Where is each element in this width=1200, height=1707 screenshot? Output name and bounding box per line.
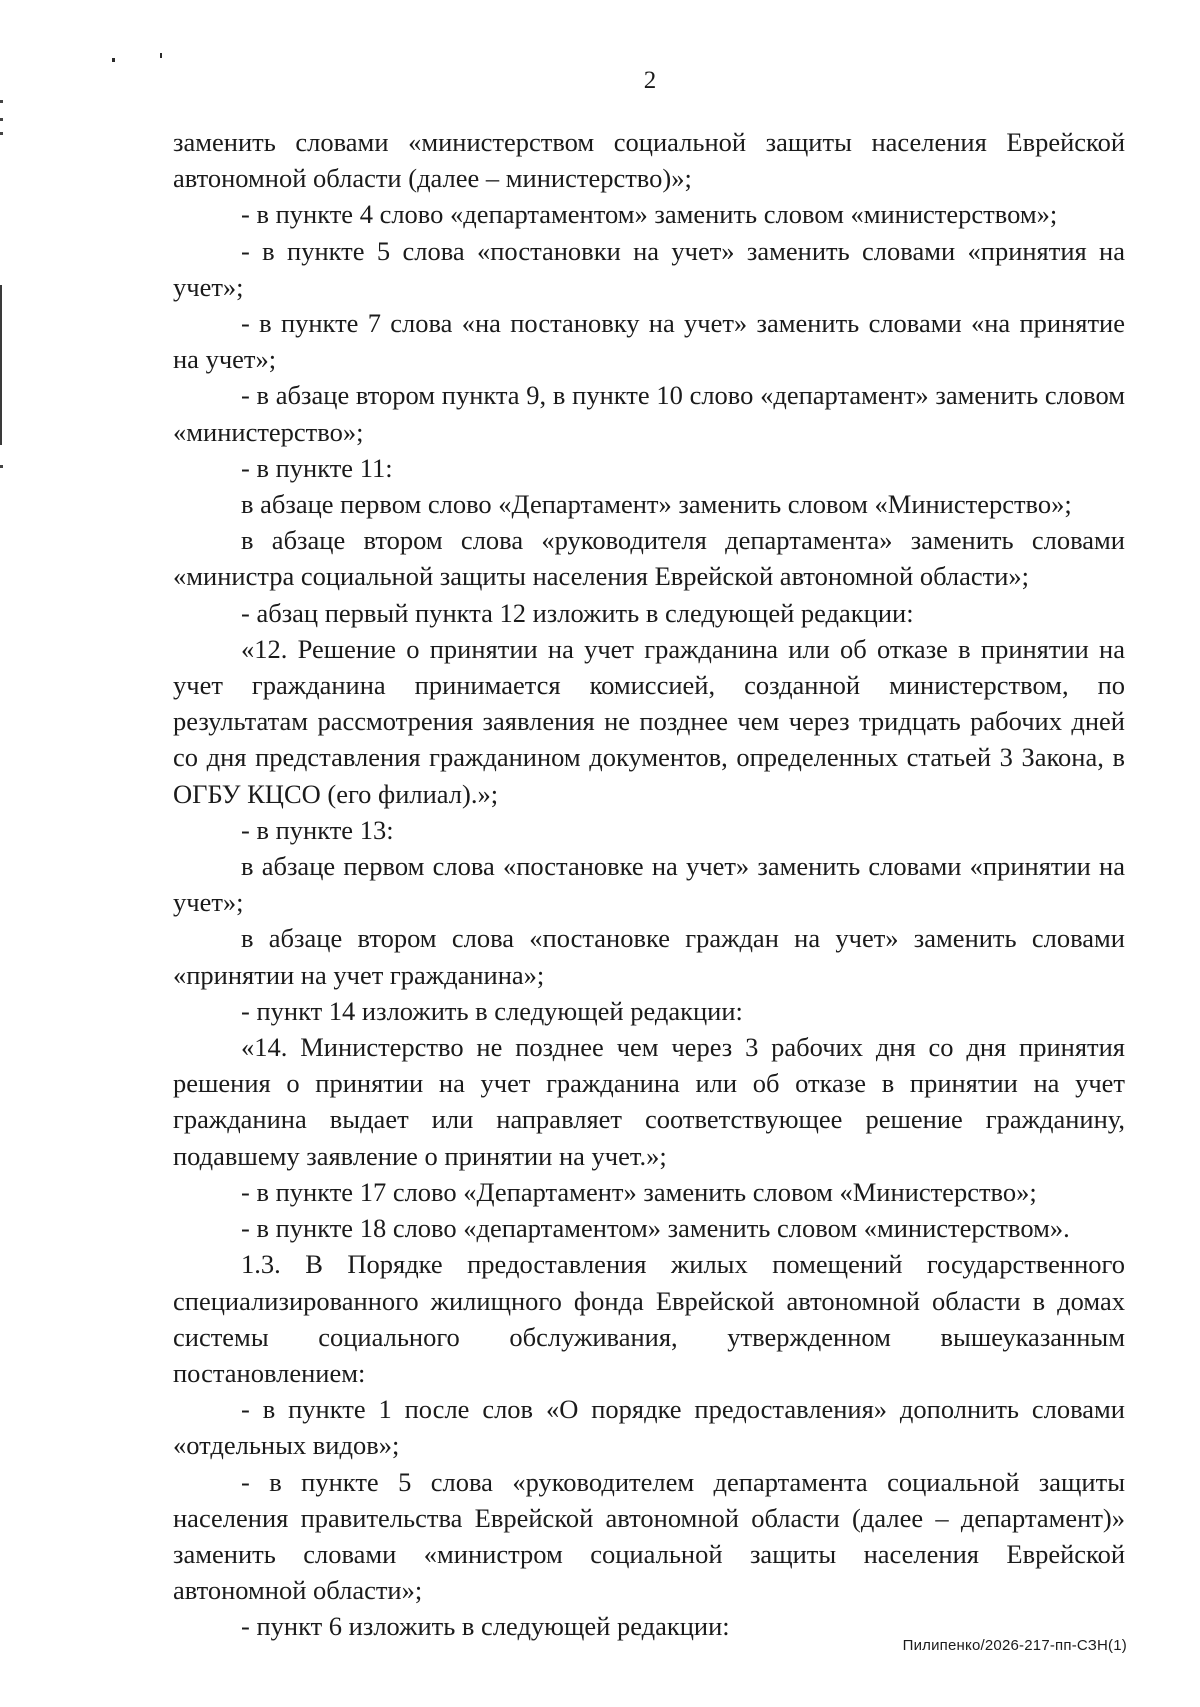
paragraph: заменить словами «министерством социальной защиты населения Еврейской автономной области (далее – министерство)»; (173, 127, 1125, 194)
document-code: Пилипенко/2026-217-пп-СЗН(1) (902, 1637, 1127, 1654)
paragraph: - в пункте 5 слова «постановки на учет» заменить словами «принятия на учет»; (173, 235, 1125, 302)
scan-binding-edge (0, 285, 2, 445)
scan-artifact-dot (160, 53, 162, 58)
paragraph: - в абзаце втором пункта 9, в пункте 10 слово «департамент» заменить словом «министерство»; (173, 380, 1125, 447)
paragraph: в абзаце первом слово «Департамент» заменить словом «Министерство»; (241, 489, 1072, 520)
paragraph: - в пункте 7 слова «на постановку на учет» заменить словами «на принятие на учет»; (173, 308, 1125, 375)
scan-edge-tick (0, 118, 3, 121)
paragraph: - пункт 14 изложить в следующей редакции: (241, 995, 743, 1026)
paragraph: «14. Министерство не позднее чем через 3 рабочих дня со дня принятия решения о принятии на учет гражданина или об отказе в принятии на учет гражданина выдает или направляет соответствующее решение гражданину, подавшему заявление о принятии на учет.»; (173, 1032, 1125, 1171)
paragraph: «12. Решение о принятии на учет гражданина или об отказе в принятии на учет гражданина принимается комиссией, созданной министерством, по результатам рассмотрения заявления не позднее чем через тридцать рабочих дней со дня представления гражданином документов, определенных статьей 3 Закона, в ОГБУ КЦСО (его филиал).»; (173, 633, 1125, 809)
document-body (173, 124, 1125, 1645)
scan-artifact-dot (112, 58, 115, 62)
paragraph: - в пункте 18 слово «департаментом» заменить словом «министерством». (241, 1213, 1070, 1244)
paragraph: - пункт 6 изложить в следующей редакции: (241, 1611, 730, 1642)
scan-edge-tick (0, 132, 3, 135)
paragraph: в абзаце первом слова «постановке на учет» заменить словами «принятии на учет»; (173, 851, 1125, 918)
paragraph: - в пункте 5 слова «руководителем департамента социальной защиты населения правительства Еврейской автономной области (далее – департамент)» заменить словами «министром социальной защиты населения Еврейской автономной области»; (173, 1466, 1125, 1606)
paragraph: в абзаце втором слова «руководителя департамента» заменить словами «министра социальной защиты населения Еврейской автономной области»; (173, 525, 1125, 592)
paragraph: в абзаце втором слова «постановке граждан на учет» заменить словами «принятии на учет гражданина»; (173, 923, 1125, 990)
paragraph: - в пункте 11: (241, 452, 393, 483)
paragraph: - абзац первый пункта 12 изложить в следующей редакции: (241, 597, 914, 628)
paragraph: - в пункте 4 слово «департаментом» заменить словом «министерством»; (241, 199, 1058, 230)
scan-edge-tick (0, 465, 3, 468)
paragraph: 1.3. В Порядке предоставления жилых помещений государственного специализированного жилищного фонда Еврейской автономной области в домах системы социального обслуживания, утвержденном вышеуказанным постановлением: (173, 1249, 1125, 1388)
scan-edge-tick (0, 100, 3, 103)
page-number: 2 (643, 67, 657, 94)
paragraph: - в пункте 1 после слов «О порядке предоставления» дополнить словами «отдельных видов»; (173, 1394, 1125, 1461)
paragraph: - в пункте 13: (241, 814, 394, 845)
paragraph: - в пункте 17 слово «Департамент» заменить словом «Министерство»; (241, 1176, 1037, 1207)
